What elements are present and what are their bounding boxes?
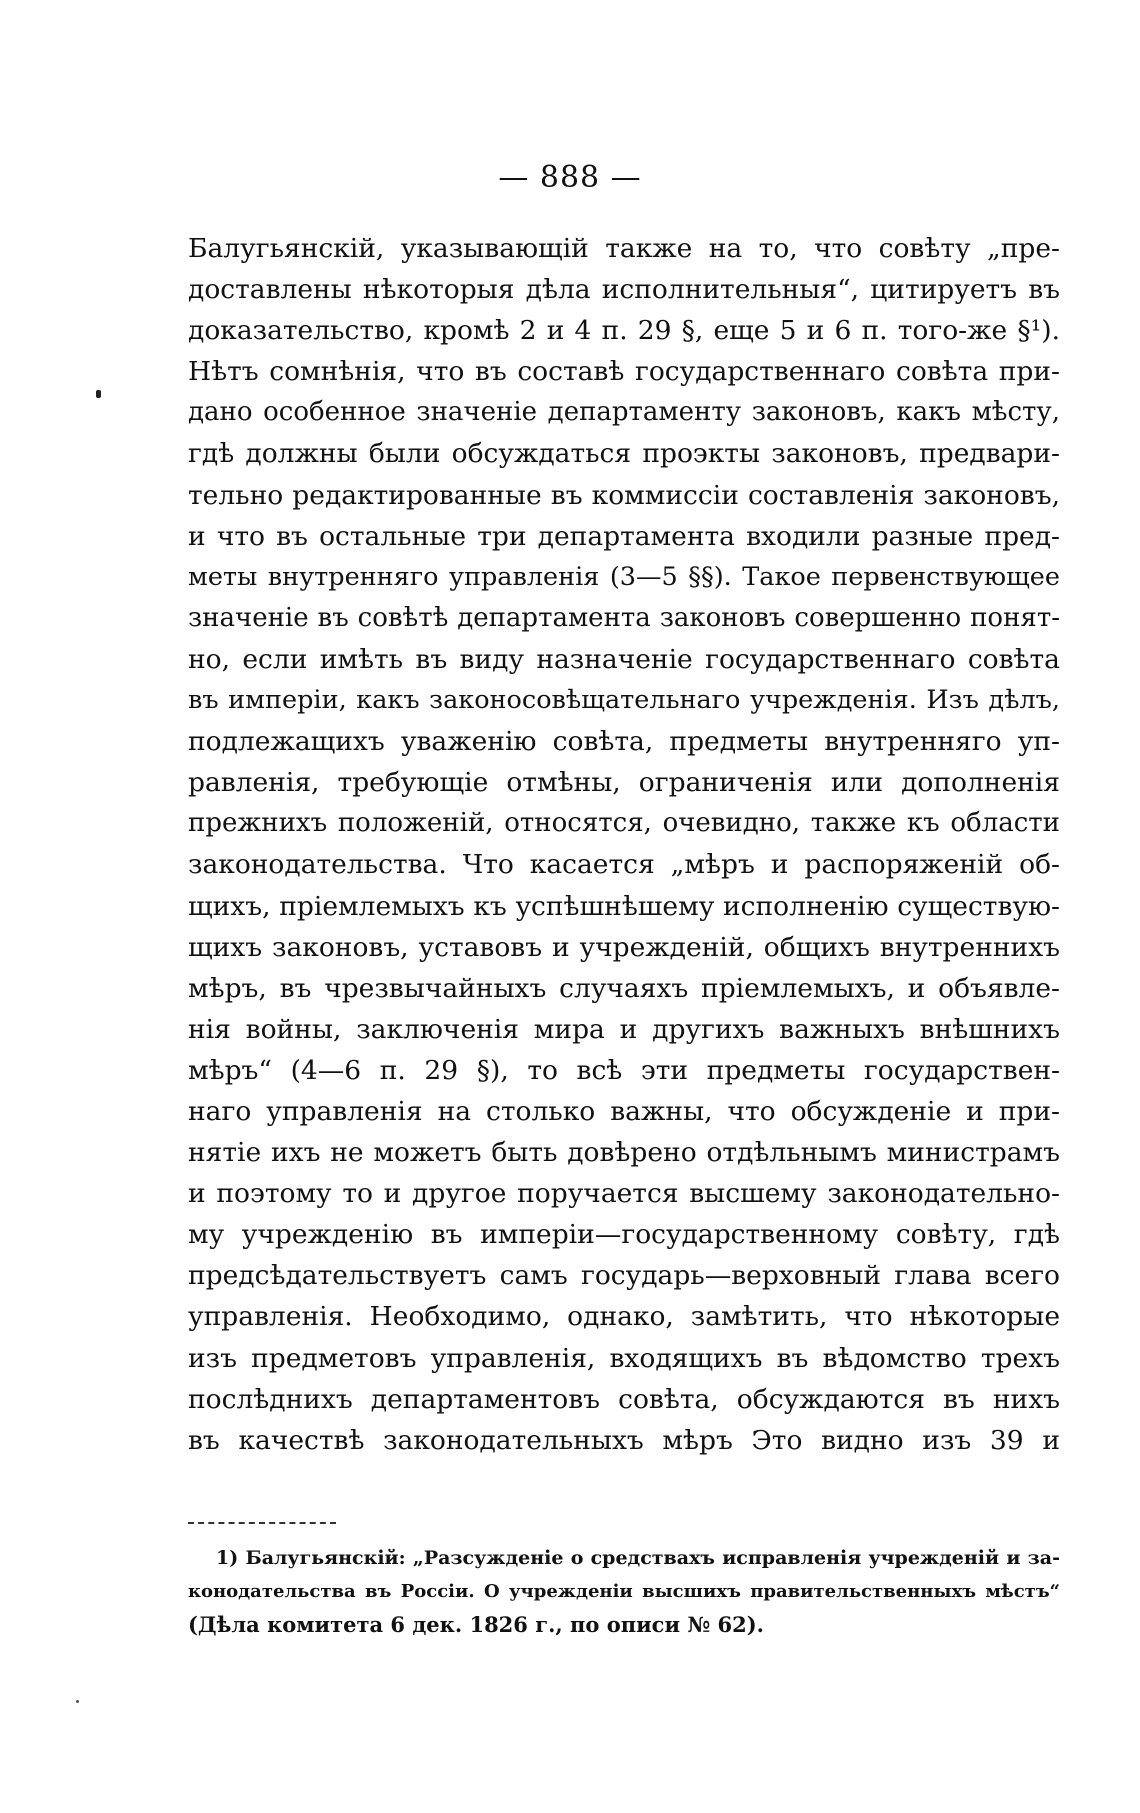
text-line: доказательство, кромѣ 2 и 4 п. 29 §, еще 5 и 6 п. того-же §¹). bbox=[188, 315, 1060, 347]
text-line: му учрежденію въ имперіи—государственному совѣту, гдѣ bbox=[188, 1219, 1060, 1251]
footnote-line: (Дѣла комитета 6 дек. 1826 г., по описи № 62). bbox=[188, 1612, 764, 1637]
footnote-divider bbox=[188, 1522, 336, 1524]
text-line: изъ предметовъ управленія, входящихъ въ вѣдомство трехъ bbox=[188, 1342, 1060, 1374]
text-line: дано особенное значеніе департаменту законовъ, какъ мѣсту, bbox=[188, 397, 1060, 428]
text-line: управленія. Необходимо, однако, замѣтить, что нѣкоторые bbox=[188, 1301, 1060, 1333]
text-line: значеніе въ совѣтѣ департамента законовъ совершенно понят- bbox=[188, 602, 1060, 633]
text-line: и что въ остальные три департамента входили разные пред- bbox=[188, 520, 1060, 552]
text-line: гдѣ должны были обсуждаться проэкты законовъ, предвари- bbox=[188, 438, 1060, 470]
footnote-line: конодательства въ Россіи. О учрежденіи высшихъ правительственныхъ мѣстъ“ bbox=[188, 1581, 1060, 1602]
text-line: наго управленія на столько важны, что обсужденіе и при- bbox=[188, 1095, 1060, 1127]
text-line: законодательства. Что касается „мѣръ и распоряженій об- bbox=[188, 849, 1060, 881]
text-line: нія войны, заключенія мира и другихъ важныхъ внѣшнихъ bbox=[188, 1013, 1060, 1045]
text-line: равленія, требующіе отмѣны, ограниченія или дополненія bbox=[188, 767, 1060, 799]
text-line: подлежащихъ уваженію совѣта, предметы внутренняго уп- bbox=[188, 726, 1060, 758]
footnote-line: 1) Балугьянскій: „Разсужденіе о средствахъ исправленія учрежденій и за- bbox=[216, 1547, 1060, 1569]
body-text bbox=[188, 228, 1060, 1461]
text-line: Балугьянскій, указывающій также на то, что совѣту „пре- bbox=[188, 233, 1060, 264]
text-line: щихъ, пріемлемыхъ къ успѣшнѣшему исполненію существую- bbox=[188, 890, 1060, 922]
text-line: нятіе ихъ не можетъ быть довѣрено отдѣльнымъ министрамъ bbox=[188, 1137, 1060, 1169]
text-line: меты внутренняго управленія (3—5 §§). Такое первенствующее bbox=[188, 561, 1060, 592]
paper-speck bbox=[76, 1700, 79, 1703]
text-line: но, если имѣть въ виду назначеніе государственнаго совѣта bbox=[188, 643, 1060, 675]
page-number: — 888 — bbox=[498, 160, 642, 195]
text-line: тельно редактированные въ коммиссіи составленія законовъ, bbox=[188, 479, 1060, 511]
text-line: щихъ законовъ, уставовъ и учрежденій, общихъ внутреннихъ bbox=[188, 931, 1060, 963]
text-line: послѣднихъ департаментовъ совѣта, обсуждаются въ нихъ bbox=[188, 1383, 1060, 1415]
text-line: предсѣдательствуетъ самъ государь—верховный глава всего bbox=[188, 1260, 1060, 1292]
text-line: и поэтому то и другое поручается высшему законодательно- bbox=[188, 1178, 1060, 1210]
text-line: мѣръ, въ чрезвычайныхъ случаяхъ пріемлемыхъ, и объявле- bbox=[188, 972, 1060, 1004]
text-line: въ качествѣ законодательныхъ мѣръ Это видно изъ 39 и bbox=[188, 1424, 1060, 1456]
text-line: Нѣтъ сомнѣнія, что въ составѣ государственнаго совѣта при- bbox=[188, 356, 1060, 388]
text-line: въ имперіи, какъ законосовѣщательнаго учрежденія. Изъ дѣлъ, bbox=[188, 685, 1060, 716]
footnotes bbox=[188, 1542, 1060, 1641]
stray-ink-mark bbox=[96, 390, 101, 398]
text-line: мѣръ“ (4—6 п. 29 §), то всѣ эти предметы государствен- bbox=[188, 1054, 1060, 1086]
text-line: прежнихъ положеній, относятся, очевидно, также къ области bbox=[188, 808, 1060, 839]
text-line: доставлены нѣкоторыя дѣла исполнительныя“, цитируетъ въ bbox=[188, 274, 1060, 306]
